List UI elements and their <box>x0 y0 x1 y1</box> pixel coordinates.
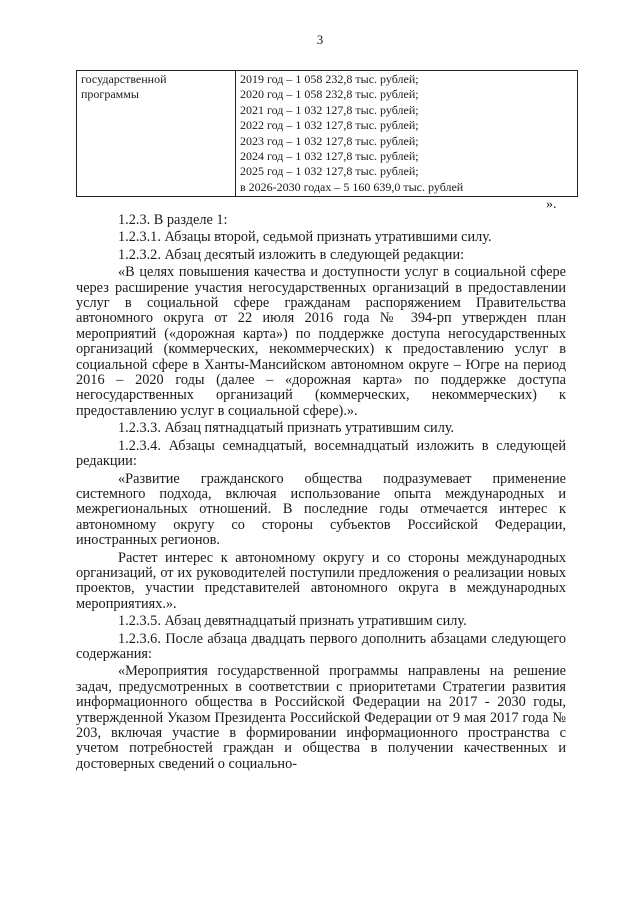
document-body <box>76 213 566 772</box>
closing-quote: ». <box>546 197 557 212</box>
section-heading: 1.2.3. В разделе 1: <box>118 212 228 228</box>
program-label-line: государственной <box>81 72 167 86</box>
quoted-paragraph: «Мероприятия государственной программы направлены на решение задач, предусмотренных в соответствии с приоритетами Стратегии развития информационного общества в Российской Федерации на 2017 - 2030 годы, утвержденной Указом Президента Российской Федерации от 9 мая 2017 года № 203, включая участие в формировании информационного пространства с учетом потребностей граждан и общества в получении качественных и достоверных сведений о социально- <box>76 663 566 772</box>
paragraph: 1.2.3.5. Абзац девятнадцатый признать утратившим силу. <box>118 613 467 630</box>
funding-year-line: 2023 год – 1 032 127,8 тыс. рублей; <box>240 133 419 148</box>
quoted-paragraph: «Развитие гражданского общества подразумевает применение системного подхода, включая использование опыта международных и межрегиональных отношений. В последние годы отмечается интерес к автономному округу со стороны субъектов Российской Федерации, иностранных регионов. <box>76 470 566 549</box>
funding-year-line: в 2026-2030 годах – 5 160 639,0 тыс. рублей <box>240 179 464 194</box>
funding-year-line: 2025 год – 1 032 127,8 тыс. рублей; <box>240 164 419 179</box>
table-row <box>77 71 578 197</box>
paragraph: 1.2.3.4. Абзацы семнадцатый, восемнадцатый изложить в следующей редакции: <box>76 437 566 470</box>
funding-year-line: 2022 год – 1 032 127,8 тыс. рублей; <box>240 118 419 133</box>
funding-year-line: 2024 год – 1 032 127,8 тыс. рублей; <box>240 149 419 164</box>
paragraph: 1.2.3.1. Абзацы второй, седьмой признать утратившими силу. <box>118 229 492 246</box>
paragraph: 1.2.3.6. После абзаца двадцать первого дополнить абзацами следующего содержания: <box>76 630 566 662</box>
quoted-paragraph: Растет интерес к автономному округу и со стороны международных организаций, от их руководителей поступили предложения о реализации новых проектов, участии представителей автономного округа в международных мероприятиях.». <box>76 549 566 612</box>
paragraph: 1.2.3.2. Абзац десятый изложить в следующей редакции: <box>118 246 465 263</box>
funding-year-line: 2021 год – 1 032 127,8 тыс. рублей; <box>240 102 419 117</box>
program-label-line: программы <box>81 87 139 102</box>
funding-years-cell <box>236 71 578 197</box>
page-number: 3 <box>316 32 324 47</box>
paragraph: 1.2.3.3. Абзац пятнадцатый признать утратившим силу. <box>118 420 455 437</box>
program-label-cell <box>77 71 236 197</box>
funding-year-line: 2020 год – 1 058 232,8 тыс. рублей; <box>240 87 419 102</box>
quoted-paragraph: «В целях повышения качества и доступности услуг в социальной сфере через расширение участия негосударственных организаций в предоставлении услуг в социальной сфере гражданам распоряжением Правительства автономного округа от 22 июля 2016 года № 394-рп утвержден план мероприятий («дорожная карта») по поддержке доступа негосударственных организаций (коммерческих, некоммерческих) к предоставлению услуг в социальной сфере в Ханты-Мансийском автономном округе – Югре на период 2016 – 2020 годы (далее – «дорожная карта» по поддержке доступа негосударственных организаций (коммерческих, некоммерческих) к предоставлению услуг в социальной сфере).». <box>76 264 566 419</box>
funding-table <box>76 70 578 197</box>
funding-year-line: 2019 год – 1 058 232,8 тыс. рублей; <box>240 72 419 86</box>
